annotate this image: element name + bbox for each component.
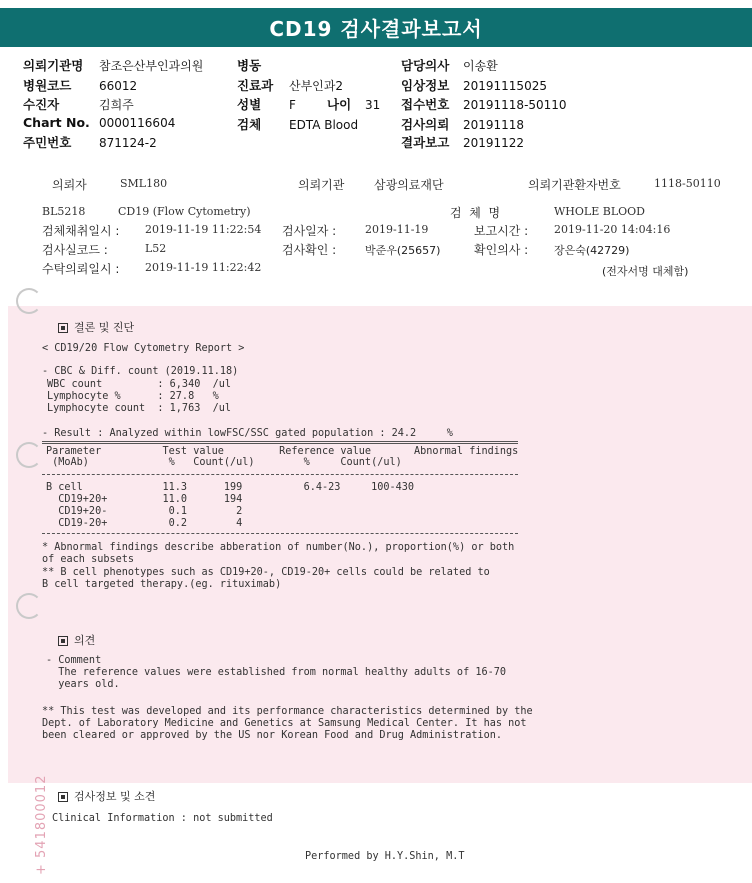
header-value: 김희주 [98,98,134,112]
header-label: 주민번호 [23,135,72,150]
org-value: 삼광의료재단 [374,178,444,192]
header-value: 이송환 [462,59,498,73]
header-value: 20191115025 [462,79,547,93]
punch-hole-icon [16,442,42,468]
header-label: 진료과 [237,78,274,93]
header-row-sex [237,95,296,113]
header-value: 0000116604 [98,116,176,130]
testdate-value: 2019-11-19 [365,223,429,236]
header-row-id [23,133,157,151]
header-label: 수진자 [23,97,60,112]
comment-line: The reference values were established from normal healthy adults of 16-70 [46,667,507,678]
section-square-icon [58,636,68,646]
header-row-accession [401,95,567,113]
header-row-dept [237,76,343,94]
collect-value: 2019-11-19 11:22:54 [145,223,262,236]
punch-hole-icon [16,593,42,619]
result-line: - Result : Analyzed within lowFSC/SSC gated population : 24.2 % [42,428,453,439]
table-row: CD19-20+ 0.2 4 [46,518,243,529]
collect-label: 검체채취일시 : [42,224,120,238]
header-value: 66012 [98,79,138,93]
header-label: 결과보고 [401,135,450,150]
header-label: 임상정보 [401,78,450,93]
header-label: 병동 [237,58,262,73]
comment-label: - Comment [46,655,102,666]
table-header-row-1: Parameter Test value Reference value Abnormal findings [46,446,519,457]
section-test-info [44,775,155,817]
header-value: 20191118-50110 [462,98,567,112]
header-row-patient [23,95,134,113]
confirm-value: 박준우(25657) [365,244,441,257]
header-label: 성별 [237,97,262,112]
table-bottom-rule [42,533,518,534]
header-value: 20191122 [462,136,525,150]
header-row-clinical [401,76,547,94]
table-top-rule [42,441,518,444]
cbc-line: - CBC & Diff. count (2019.11.18) [42,366,239,377]
header-row-code [23,76,137,94]
requester-value: SML180 [120,177,168,190]
report-title-bar [0,8,752,47]
doctor-value: 장은숙(42729) [554,244,630,257]
lab-label: 검사실코드 : [42,243,108,257]
header-value: 20191118 [462,118,525,132]
header-label: 검사의뢰 [401,117,450,132]
header-row-requested [401,115,524,133]
confirm-label: 검사확인 : [282,243,337,257]
side-serial-number: + 541800012 [34,774,49,875]
header-row-org [23,56,203,74]
table-header-row-2: (MoAb) % Count(/ul) % Count(/ul) [46,457,402,468]
testdate-label: 검사일자 : [282,224,337,238]
header-value: EDTA Blood [288,118,359,132]
receive-value: 2019-11-19 11:22:42 [145,261,262,274]
header-label: 담당의사 [401,58,450,73]
header-label: 의뢰기관명 [23,58,84,73]
header-value: 참조은산부인과의원 [98,59,204,73]
disclaimer-line: ** This test was developed and its performance characteristics determined by the [42,706,533,717]
header-row-reported [401,133,524,151]
header-value: 31 [364,98,381,112]
table-row: CD19+20- 0.1 2 [46,506,243,517]
lymphocyte-percent-line: Lymphocyte % : 27.8 % [47,391,219,402]
report-header [0,52,752,152]
performed-by: Performed by H.Y.Shin, M.T [305,851,465,862]
header-row-age [327,95,380,113]
header-label: 검체 [237,117,262,132]
punch-hole-icon [16,288,42,314]
header-value: 산부인과2 [288,79,343,93]
wbc-line: WBC count : 6,340 /ul [47,379,232,390]
header-row-specimen [237,115,358,133]
header-row-chart [23,115,175,130]
section-test-info-title: 검사정보 및 소견 [74,790,156,803]
flow-report-title: < CD19/20 Flow Cytometry Report > [42,343,245,354]
clinical-info: Clinical Information : not submitted [52,813,273,824]
section-conclusion-title: 결론 및 진단 [74,321,135,334]
receive-label: 수탁의뢰일시 : [42,262,120,276]
header-label: 나이 [327,97,352,112]
specimen-label: 검 체 명 [450,206,501,220]
header-row-ward [237,56,289,74]
note-line: of each subsets [42,554,135,565]
table-header-rule [42,474,518,475]
patno-value: 1118-50110 [654,177,721,190]
reporttime-label: 보고시간 : [474,224,529,238]
test-name: CD19 (Flow Cytometry) [118,205,251,218]
doctor-label: 확인의사 : [474,243,529,257]
header-label: Chart No. [23,115,90,130]
test-code: BL5218 [42,205,86,218]
header-row-doctor [401,56,498,74]
table-row: B cell 11.3 199 6.4-23 100-430 [46,482,415,493]
note-line: B cell targeted therapy.(eg. rituximab) [42,579,282,590]
requester-label: 의뢰자 [52,178,87,192]
report-title: CD19 검사결과보고서 [269,17,483,41]
header-label: 접수번호 [401,97,450,112]
reporttime-value: 2019-11-20 14:04:16 [554,223,671,236]
specimen-value: WHOLE BLOOD [554,205,645,218]
header-value: 871124-2 [98,136,157,150]
scanned-report [8,160,752,883]
lab-value: L52 [145,242,167,255]
lymphocyte-count-line: Lymphocyte count : 1,763 /ul [47,403,232,414]
section-square-icon [58,323,68,333]
header-label: 병원코드 [23,78,72,93]
table-row: CD19+20+ 11.0 194 [46,494,243,505]
note-line: * Abnormal findings describe abberation of number(No.), proportion(%) or both [42,542,515,553]
section-conclusion [44,306,134,348]
disclaimer-line: been cleared or approved by the US nor Korean Food and Drug Administration. [42,730,503,741]
esign-note: (전자서명 대체함) [602,265,689,278]
header-value: F [288,98,296,112]
patno-label: 의뢰기관환자번호 [528,178,621,192]
org-label: 의뢰기관 [298,178,345,192]
disclaimer-line: Dept. of Laboratory Medicine and Genetics at Samsung Medical Center. It has not [42,718,527,729]
section-opinion-title: 의견 [74,634,96,647]
section-square-icon [58,792,68,802]
comment-line: years old. [46,679,120,690]
note-line: ** B cell phenotypes such as CD19+20-, CD19-20+ cells could be related to [42,567,490,578]
